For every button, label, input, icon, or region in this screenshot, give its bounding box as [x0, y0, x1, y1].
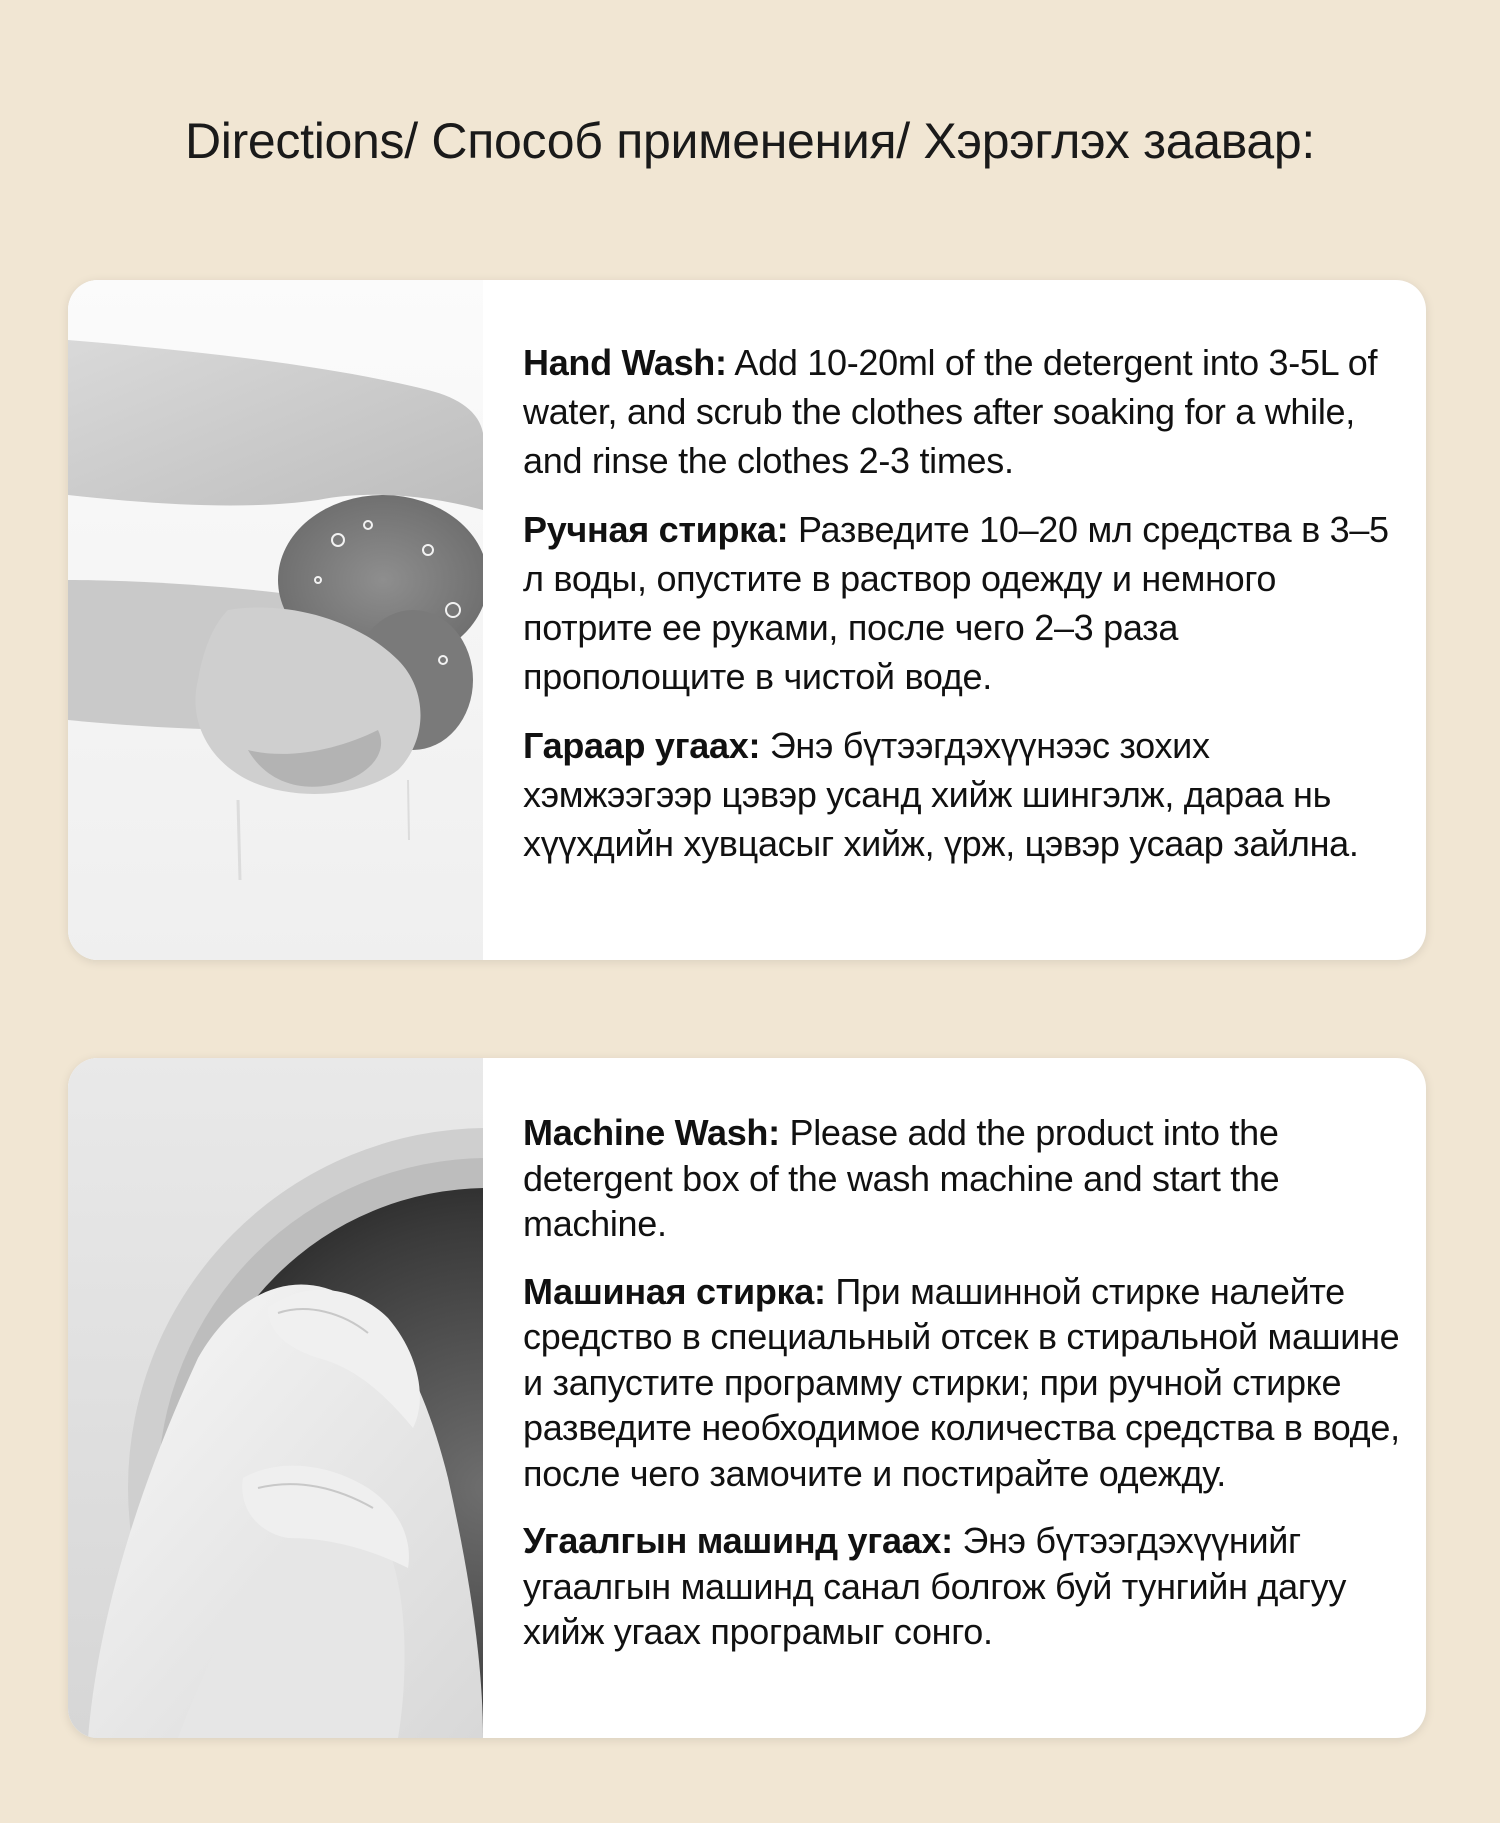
hand-wash-card — [68, 280, 1426, 960]
paragraph-text: Please add the product into the detergent box of the wash machine and start the machine. — [523, 1112, 1280, 1244]
paragraph-label: Машиная стирка: — [523, 1270, 826, 1312]
paragraph-text: Разведите 10–20 мл средства в 3–5 л воды, опустите в раствор одежду и немного потрите ее руками, после чего 2–3 раза прополощите в чистой воде. — [523, 509, 1389, 697]
paragraph-text: Add 10-20ml of the detergent into 3-5L of water, and scrub the clothes after soaking for a while, and rinse the clothes 2-3 times. — [523, 342, 1378, 481]
paragraph-label: Hand Wash: — [523, 342, 727, 383]
paragraph-english — [523, 338, 1403, 485]
paragraph-mongolian — [523, 1518, 1403, 1655]
machine-wash-card — [68, 1058, 1426, 1738]
paragraph-russian — [523, 505, 1403, 701]
page-title: Directions/ Способ применения/ Хэрэглэх заавар: — [184, 113, 1316, 169]
paragraph-label: Гараар угаах: — [523, 725, 761, 766]
paragraph-russian — [523, 1269, 1403, 1497]
paragraph-english — [523, 1110, 1403, 1247]
paragraph-mongolian — [523, 721, 1403, 868]
paragraph-label: Угаалгын машинд угаах: — [523, 1520, 953, 1561]
hand-wash-photo — [68, 280, 483, 960]
paragraph-label: Machine Wash: — [523, 1112, 780, 1153]
washing-machine-photo — [68, 1058, 483, 1738]
paragraph-label: Ручная стирка: — [523, 509, 789, 550]
paragraph-text: Энэ бүтээгдэхүүнээс зохих хэмжээгээр цэвэр усанд хийж шингэлж, дараа нь хүүхдийн хувцасыг хийж, үрж, цэвэр усаар зайлна. — [523, 725, 1359, 864]
machine-wash-text — [523, 1110, 1403, 1677]
hand-wash-text — [523, 338, 1403, 888]
paragraph-text: Энэ бүтээгдэхүүнийг угаалгын машинд санал болгож буй тунгийн дагуу хийж угаах програмыг сонго. — [523, 1520, 1347, 1652]
paragraph-text: При машинной стирке налейте средство в специальный отсек в стиральной машине и запустите программу стирки; при ручной стирке разведите необходимое количества средства в воде, после чего замочите и постирайте одежду. — [523, 1270, 1400, 1494]
